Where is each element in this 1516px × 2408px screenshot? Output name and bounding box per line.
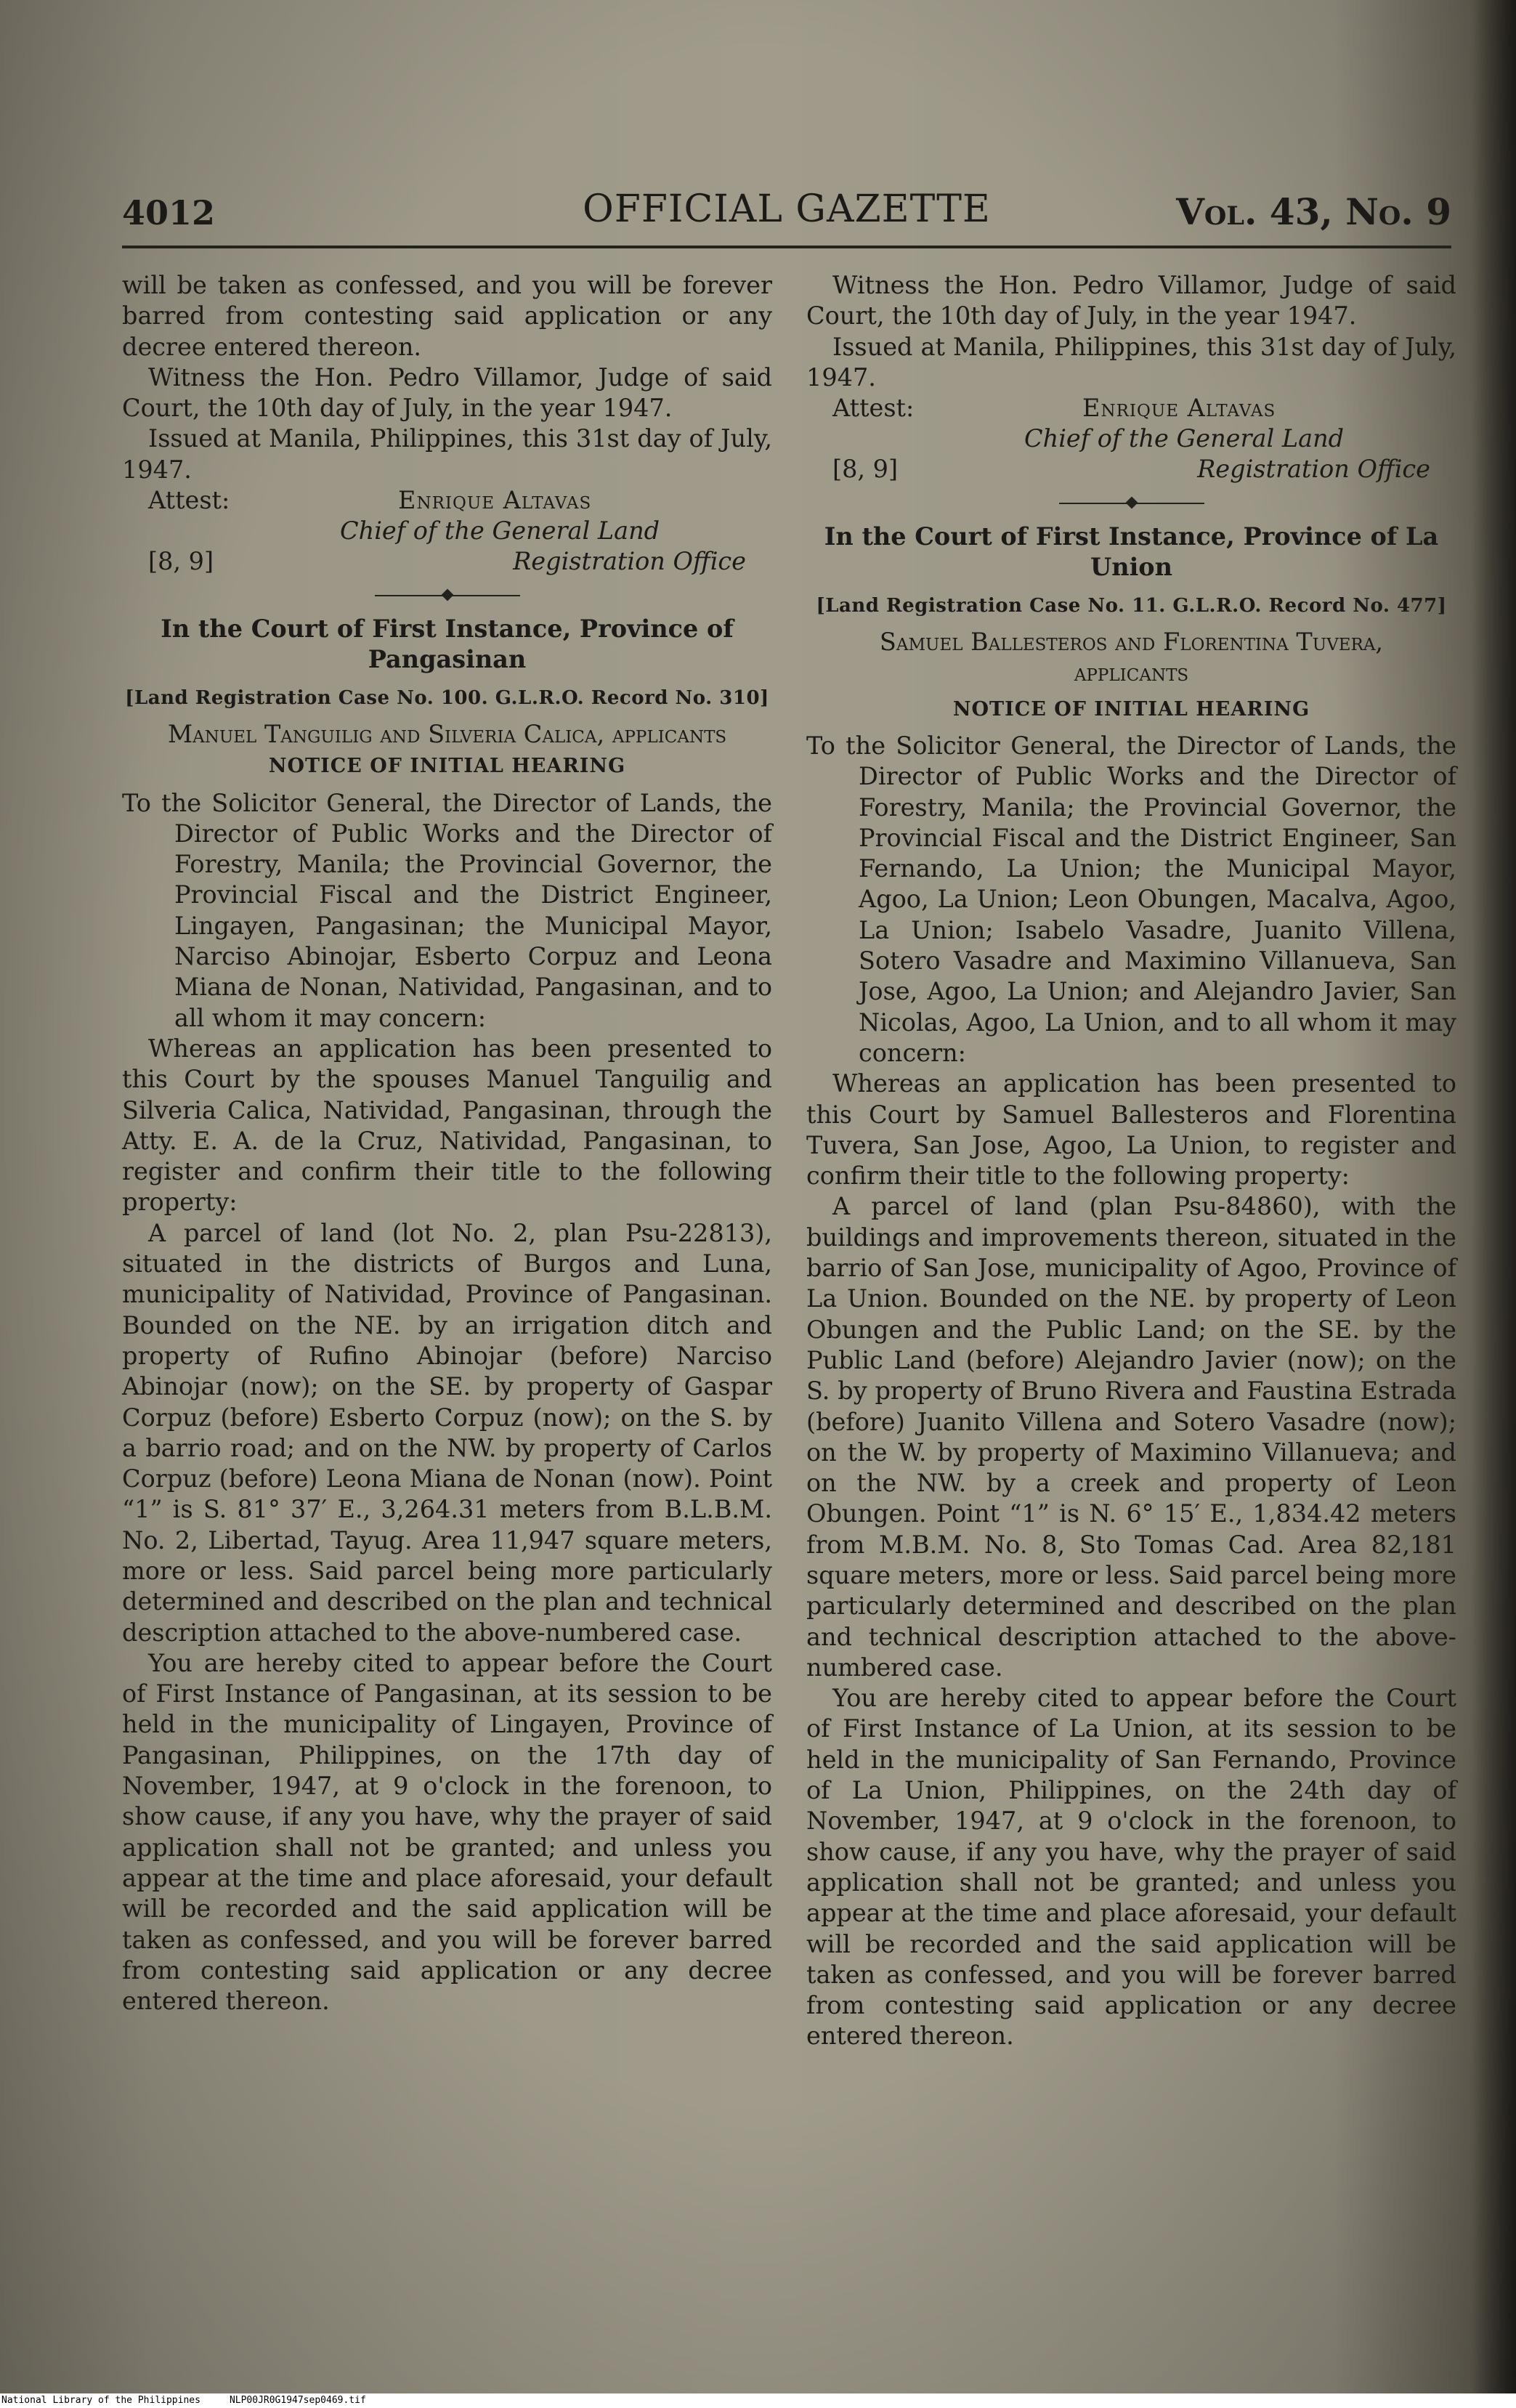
section-ornament xyxy=(122,577,772,614)
ornament-diamond xyxy=(1126,497,1138,509)
right-notice-heading: NOTICE OF INITIAL HEARING xyxy=(952,697,1310,721)
right-column xyxy=(806,270,1456,2052)
library-credit: National Library of the Philippines xyxy=(1,2395,200,2406)
right-attest-block xyxy=(806,393,1456,485)
attest-dates: [8, 9] xyxy=(832,455,899,484)
right-applicants: Samuel Ballesteros and Florentina Tuvera, applicants xyxy=(879,628,1384,687)
attest-name: Enrique Altavas xyxy=(398,486,592,515)
page-header xyxy=(122,187,1451,238)
attest-office: Registration Office xyxy=(513,547,746,576)
left-witness-paragraph: Witness the Hon. Pedro Villamor, Judge of said Court, the 10th day of July, in the year 1947. xyxy=(122,362,772,423)
left-notice-heading: NOTICE OF INITIAL HEARING xyxy=(268,755,626,778)
ornament-diamond xyxy=(442,589,454,601)
left-parcel-paragraph: A parcel of land (lot No. 2, plan Psu-22813), situated in the districts of Burgos and Luna, municipality of Natividad, Province of Pangasinan. Bounded on the NE. by an irrigation ditch and property of Rufino Abinojar (before) Narciso Abinojar (now); on the SE. by property of Gaspar Corpuz (before) Esberto Corpuz (now); on the S. by a barrio road; and on the NW. by property of Carlos Corpuz (before) Leona Miana de Nonan (now). Point “1” is S. 81° 37′ E., 3,264.31 meters from B.L.B.M. No. 2, Libertad, Tayug. Area 11,947 square meters, more or less. Said parcel being more particularly determined and described on the plan and technical description attached to the above-numbered case. xyxy=(122,1218,772,1647)
page-number: 4012 xyxy=(122,193,216,232)
right-issued-paragraph: Issued at Manila, Philippines, this 31st day of July, 1947. xyxy=(806,332,1456,392)
page-edge-shadow xyxy=(1472,0,1516,2393)
scan-footer xyxy=(0,2393,1516,2408)
left-issued-paragraph: Issued at Manila, Philippines, this 31st day of July, 1947. xyxy=(122,424,772,484)
left-column xyxy=(122,270,772,2016)
right-address-paragraph: To the Solicitor General, the Director of Lands, the Director of Public Works and the Director of Forestry, Manila; the Provincial Governor, the Provincial Fiscal and the District Engineer, San Fernando, La Union; the Municipal Mayor, Agoo, La Union; Leon Obungen, Macalva, Agoo, La Union; Isabelo Vasadre, Juanito Villena, Sotero Vasadre and Maximino Villanueva, San Jose, Agoo, La Union; and Alejandro Javier, San Nicolas, Agoo, La Union, and to all whom it may concern: xyxy=(806,731,1456,1067)
left-continued-paragraph: will be taken as confessed, and you will be forever barred from contesting said application or any decree entered thereon. xyxy=(122,271,772,361)
attest-office: Registration Office xyxy=(1197,455,1430,484)
header-rule xyxy=(122,246,1451,248)
attest-name: Enrique Altavas xyxy=(1082,394,1276,423)
attest-label: Attest: xyxy=(148,486,230,515)
right-parcel-paragraph: A parcel of land (plan Psu-84860), with the buildings and improvements thereon, situated in the barrio of San Jose, municipality of Agoo, Province of La Union. Bounded on the NE. by property of Leon Obungen and the Public Land; on the SE. by the Public Land (before) Alejandro Javier (now); on the S. by property of Bruno Rivera and Faustina Estrada (before) Juanito Villena and Sotero Vasadre (now); on the W. by property of Maximino Villanueva; and on the NW. by a creek and property of Leon Obungen. Point “1” is N. 6° 15′ E., 1,834.42 meters from M.B.M. No. 8, Sto Tomas Cad. Area 82,181 square meters, more or less. Said parcel being more particularly determined and described on the plan and technical description attached to the above-numbered case. xyxy=(806,1192,1456,1682)
left-cited-paragraph: You are hereby cited to appear before the Court of First Instance of Pangasinan, at its session to be held in the municipality of Lingayen, Province of Pangasinan, Philippines, on the 17th day of November, 1947, at 9 o'clock in the forenoon, to show cause, if any you have, why the prayer of said application shall not be granted; and unless you appear at the time and place aforesaid, your default will be recorded and the said application will be taken as confessed, and you will be forever barred from contesting said application or any decree entered thereon. xyxy=(122,1648,772,2016)
scan-filename: NLP00JR0G1947sep0469.tif xyxy=(229,2395,366,2406)
attest-dates: [8, 9] xyxy=(148,547,214,576)
left-address-paragraph: To the Solicitor General, the Director of Lands, the Director of Public Works and the Director of Forestry, Manila; the Provincial Governor, the Provincial Fiscal and the District Engineer, Lingayen, Pangasinan; the Municipal Mayor, Narciso Abinojar, Esberto Corpuz and Leona Miana de Nonan, Natividad, Pangasinan, and to all whom it may concern: xyxy=(122,788,772,1032)
publication-title: OFFICIAL GAZETTE xyxy=(583,187,991,231)
right-cited-paragraph: You are hereby cited to appear before the Court of First Instance of La Union, at its session to be held in the municipality of San Fernando, Province of La Union, Philippines, on the 24th day of November, 1947, at 9 o'clock in the forenoon, to show cause, if any you have, why the prayer of said application shall not be granted; and unless you appear at the time and place aforesaid, your default will be recorded and the said application will be taken as confessed, and you will be forever barred from contesting said application or any decree entered thereon. xyxy=(806,1684,1456,2051)
section-ornament xyxy=(806,485,1456,522)
left-whereas-paragraph: Whereas an application has been presented to this Court by the spouses Manuel Tanguilig and Silveria Calica, Natividad, Pangasinan, through the Atty. E. A. de la Cruz, Natividad, Pangasinan, to register and confirm their title to the following property: xyxy=(122,1034,772,1217)
volume-number: Vol. 43, No. 9 xyxy=(1176,190,1451,233)
left-applicants: Manuel Tanguilig and Silveria Calica, applicants xyxy=(167,719,727,748)
left-case-number: [Land Registration Case No. 100. G.L.R.O. Record No. 310] xyxy=(125,686,769,709)
right-case-number: [Land Registration Case No. 11. G.L.R.O. Record No. 477] xyxy=(816,594,1447,617)
attest-chief: Chief of the General Land xyxy=(1024,424,1345,453)
attest-chief: Chief of the General Land xyxy=(340,516,660,546)
left-attest-block xyxy=(122,485,772,577)
right-witness-paragraph: Witness the Hon. Pedro Villamor, Judge of said Court, the 10th day of July, in the year 1947. xyxy=(806,271,1456,331)
left-court-heading: In the Court of First Instance, Province of Pangasinan xyxy=(161,615,734,674)
right-whereas-paragraph: Whereas an application has been presented to this Court by Samuel Ballesteros and Florentina Tuvera, San Jose, Agoo, La Union, to register and confirm their title to the following property: xyxy=(806,1069,1456,1191)
attest-label: Attest: xyxy=(832,394,915,423)
right-court-heading: In the Court of First Instance, Province of La Union xyxy=(824,522,1439,582)
